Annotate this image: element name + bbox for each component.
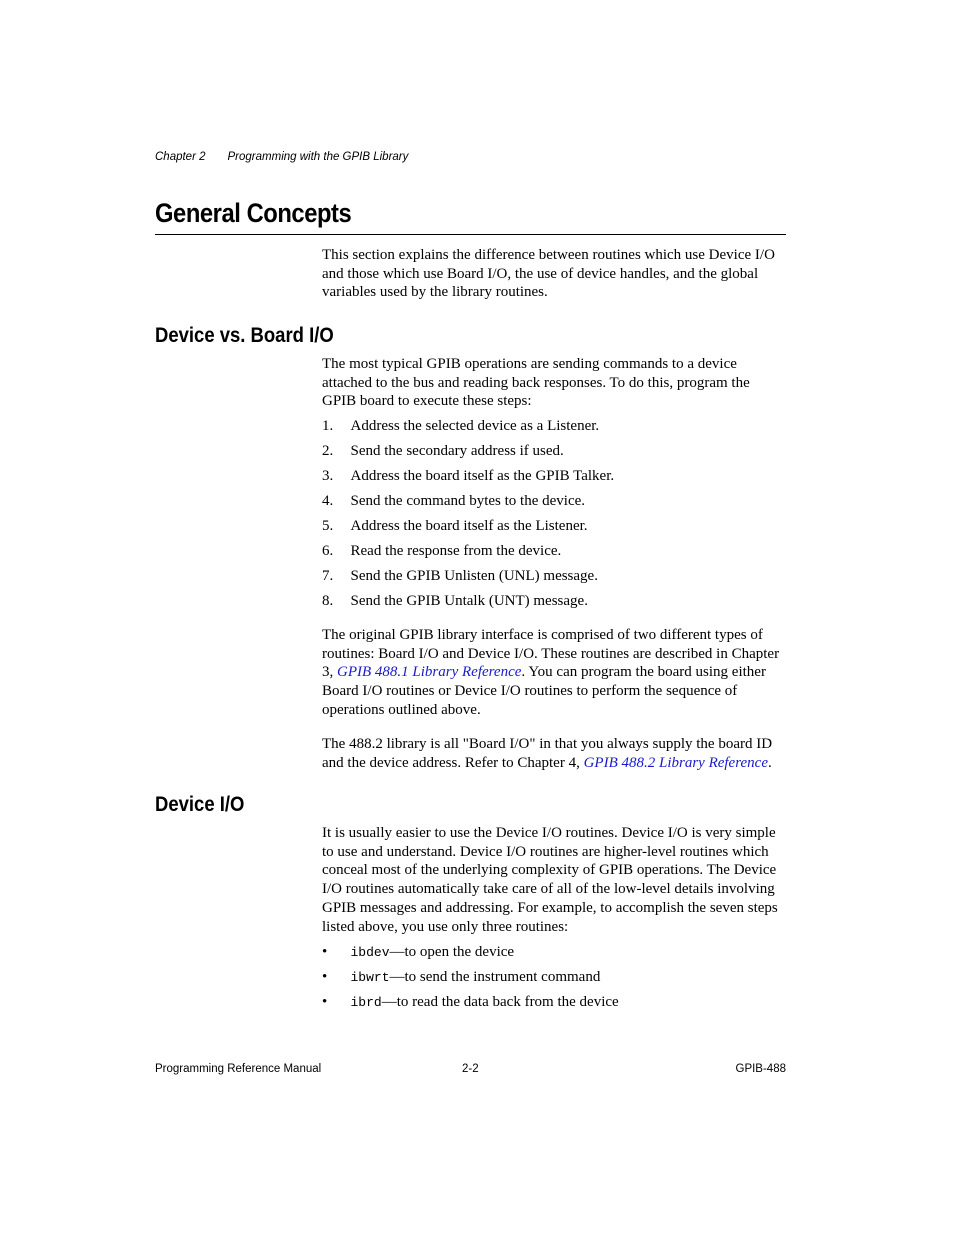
device-io-intro: It is usually easier to use the Device I/O routines. Device I/O is very simple to use and understand. Device I/O routines are higher-level routines which conceal most of the underlying complexity of GPIB operations. The Device I/O routines automatically take care of all of the low-level details involving GPIB messages and addressing. For example, to accomplish the seven steps listed above, you use only three routines: [322, 825, 778, 935]
routine-name: ibdev [350, 945, 390, 960]
list-item: 6. Read the response from the device. [322, 543, 562, 559]
header-title: Programming with the GPIB Library [227, 151, 409, 163]
footer-product: GPIB-488 [735, 1063, 786, 1075]
title-rule [155, 234, 786, 235]
routine-name: ibwrt [350, 970, 390, 985]
section-intro: This section explains the difference between routines which use Device I/O and those which use Board I/O, the use of device handles, and the global variables used by the library routines. [322, 247, 775, 301]
list-item: 7. Send the GPIB Unlisten (UNL) message. [322, 568, 598, 584]
link-gpib-4881-reference[interactable]: GPIB 488.1 Library Reference [337, 664, 522, 681]
link-gpib-4882-reference[interactable]: GPIB 488.2 Library Reference [583, 754, 768, 771]
steps-list [322, 417, 786, 617]
header-chapter: Chapter 2 [155, 151, 206, 163]
list-item: 3. Address the board itself as the GPIB Talker. [322, 468, 615, 484]
board-io-488-2-paragraph: The 488.2 library is all "Board I/O" in that you always supply the board ID and the device address. Refer to Chapter 4, GPIB 488.2 Library Reference. [322, 736, 773, 771]
list-item: • ibdev—to open the device [322, 944, 515, 960]
routine-name: ibrd [350, 995, 382, 1010]
running-header [155, 150, 408, 165]
section-title: General Concepts [155, 198, 352, 228]
list-item: 5. Address the board itself as the Listener. [322, 518, 588, 534]
routines-list [322, 943, 786, 1018]
footer-manual-title: Programming Reference Manual [155, 1063, 322, 1075]
device-vs-board-intro: The most typical GPIB operations are sending commands to a device attached to the bus and reading back responses. To do this, program the GPIB board to execute these steps: [322, 356, 750, 410]
heading-device-vs-board: Device vs. Board I/O [155, 324, 334, 347]
list-item: 8. Send the GPIB Untalk (UNT) message. [322, 593, 588, 609]
board-device-paragraph: The original GPIB library interface is comprised of two different types of routines: Board I/O and Device I/O. These routines are described in Chapter 3, GPIB 488.1 Library Reference. You can program the board using either Board I/O routines or Device I/O routines to perform the sequence of operations outlined above. [322, 627, 780, 718]
list-item: • ibrd—to read the data back from the device [322, 994, 619, 1010]
list-item: 4. Send the command bytes to the device. [322, 493, 586, 509]
list-item: 1. Address the selected device as a Listener. [322, 418, 600, 434]
list-item: 2. Send the secondary address if used. [322, 443, 564, 459]
footer-page-number: 2-2 [462, 1063, 479, 1075]
list-item: • ibwrt—to send the instrument command [322, 969, 601, 985]
heading-device-io: Device I/O [155, 793, 245, 816]
